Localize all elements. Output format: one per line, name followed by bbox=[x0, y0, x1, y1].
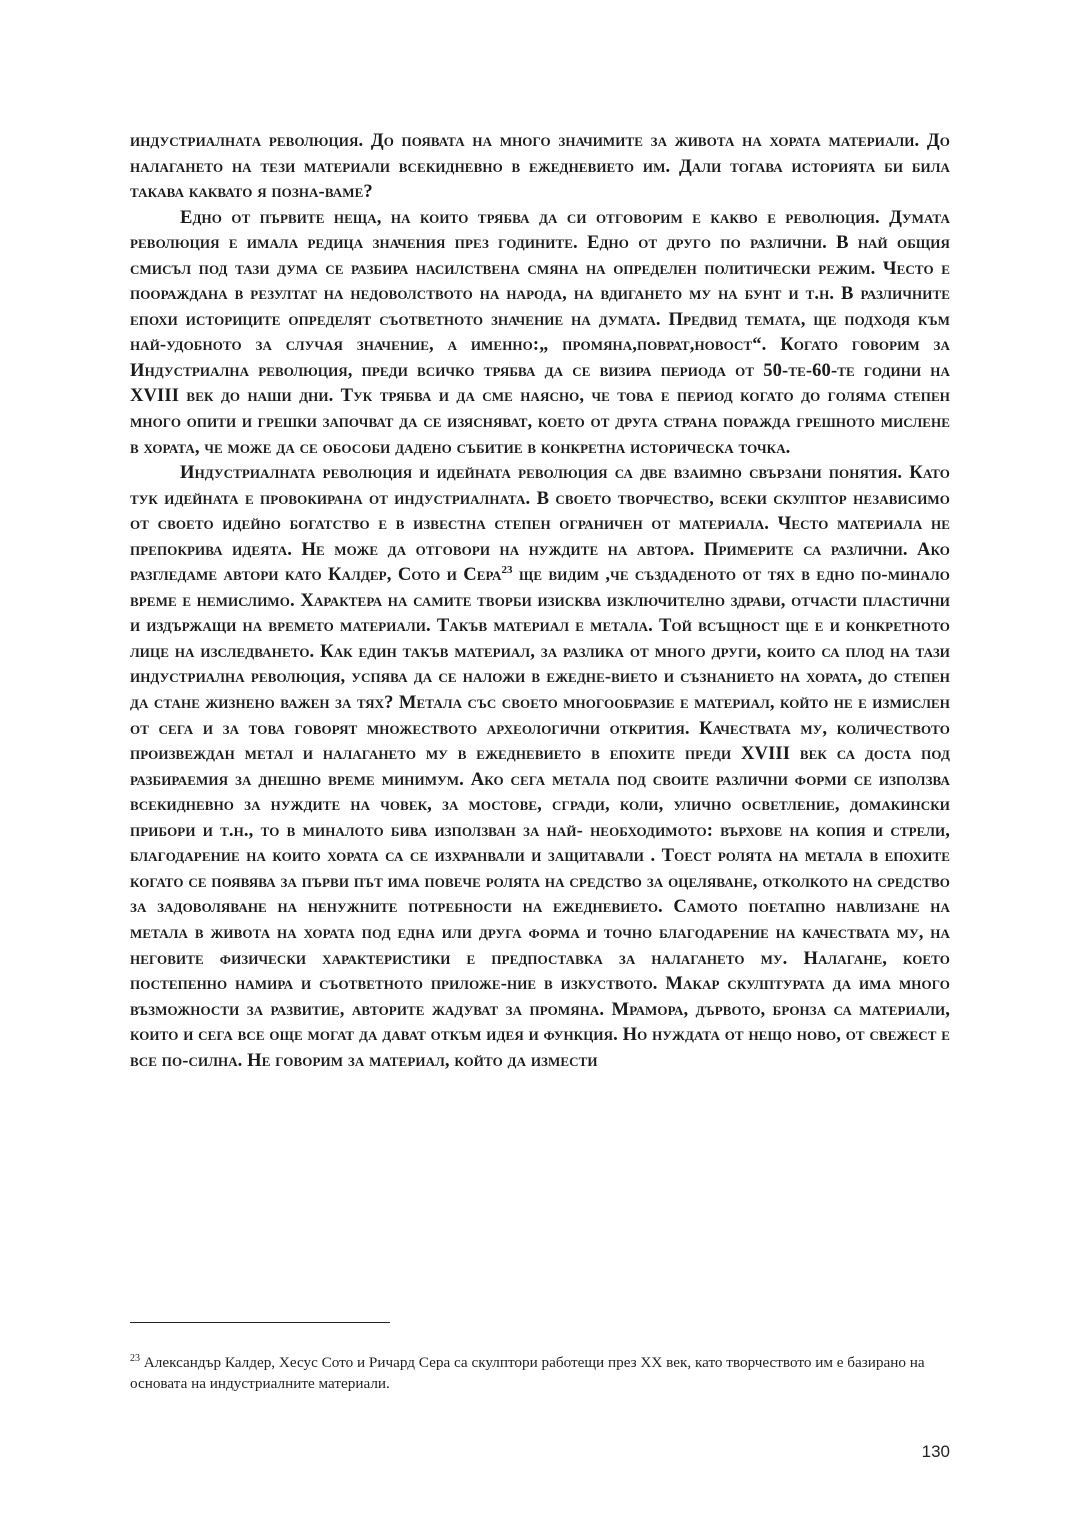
footnote-separator bbox=[130, 1322, 390, 1323]
paragraph-3 bbox=[130, 460, 950, 1073]
paragraph-1: индустриалната революция. До появата на много значимите за живота на хората материали. До налагането на тези материали всекидневно в ежедневието им. Дали тогава историята би била такава каквато я позна-ваме? bbox=[130, 130, 950, 203]
footnote bbox=[130, 1352, 960, 1394]
footnote-number: 23 bbox=[130, 1352, 140, 1364]
paragraph-3-text-before: Индустриалната революция и идейната революция са две взаимно свързани понятия. Като тук идейната е провокирана от индустриалната. В своето творчество, всеки скулптор независимо от своето идейно богатство е в известна степен ограничен от материала. Често материала не препокрива идеята. Не може да отговори на нуждите на автора. Примерите са различни. Ако разгледаме автори като Калдер, Сото и Сера bbox=[130, 462, 950, 586]
paragraph-2: Едно от първите неща, на които трябва да си отговорим е какво е революция. Думата революция е имала редица значения през годините. Едно от друго по различни. В най общия смисъл под тази дума се разбира насилствена смяна на определен политически режим. Често е поораждана в резултат на недоволството на народа, на вдигането му на бунт и т.н. В различните епохи историците определят съответното значение на думата. Предвид темата, ще подходя към най-удобното за случая значение, а именно:„ промяна,поврат,новост“. Когато говорим за Индустриална революция, преди всичко трябва да се визира периода от 50-те-60-те години на XVIII век до наши дни. Тук трябва и да сме наясно, че това е период когато до голяма степен много опити и грешки започват да се изясняват, което от друга страна поражда грешното мислене в хората, че може да се обособи дадено събитие в конкретна историческа точка. bbox=[130, 206, 950, 458]
footnote-reference[interactable]: 23 bbox=[501, 564, 513, 577]
page-number: 130 bbox=[921, 1442, 950, 1461]
paragraph-3-text-after: ще видим ,че създаденото от тях в едно по-минало време е немислимо. Характера на самите творби изисква изключително здрави, отчасти пластични и издържащи на времето материали. Такъв материал е метала. Той всъщност ще е и конкретното лице на изследването. Как един такъв материал, за разлика от много други, които са плод на тази индустриална революция, успява да се наложи в ежедне-вието и съзнанието на хората, до степен да стане жизнено важен за тях? Метала със своето многообразие е материал, който не е измислен от сега и за това говорят множеството археологични открития. Качествата му, количеството произвеждан метал и налагането му в ежедневието в епохите преди XVIII век са доста под разбираемия за днешно време минимум. Ако сега метала под своите различни форми се използва всекидневно за нуждите на човек, за мостове, сгради, коли, улично осветление, домакински прибори и т.н., то в миналото бива използван за най- необходимото: върхове на копия и стрели, благодарение на които хората са се изхранвали и защитавали . Тоест ролята на метала в епохите когато се появява за първи път има повече ролята на средство за оцеляване, отколкото на средство за задоволяване на ненужните потребности на ежедневието. Самото поетапно навлизане на метала в живота на хората под една или друга форма и точно благодарение на качествата му, на неговите физически характеристики е предпоставка за налагането му. Налагане, което постепенно намира и съответното приложе-ние в изкуството. Макар скулптурата да има много възможности за развитие, авторите жадуват за промяна. Мрамора, дървото, бронза са материали, които и сега все още могат да дават откъм идея и функция. Но нуждата от нещо ново, от свежест е все по-силна. Не говорим за материал, който да измести bbox=[130, 564, 950, 1071]
body-text bbox=[130, 128, 950, 1073]
footnote-text: Александър Калдер, Хесус Сото и Ричард Сера са скулптори работещи през XX век, като творчеството им е базирано на основата на индустриалните материали. bbox=[130, 1354, 925, 1392]
